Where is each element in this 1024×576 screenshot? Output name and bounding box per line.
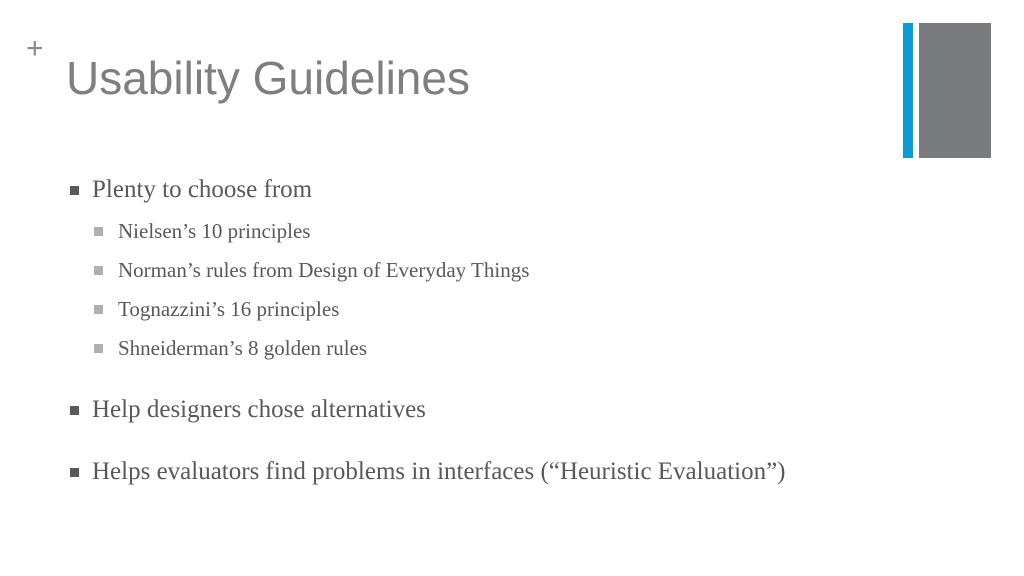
sub-bullet-square-icon: [94, 266, 103, 275]
sub-bullet-square-icon: [94, 344, 103, 353]
bullet-text: Plenty to choose from: [92, 176, 313, 203]
bullet-help-designers: [92, 395, 426, 425]
bullet-plenty-to-choose: [92, 175, 312, 205]
bullet-square-icon: [70, 186, 79, 195]
sub-bullet-square-icon: [94, 305, 103, 314]
bullet-helps-evaluators: [92, 457, 786, 487]
bullet-text: Help designers chose alternatives: [92, 396, 426, 423]
sub-bullet-square-icon: [94, 227, 103, 236]
sub-bullet-tognazzini: [118, 296, 339, 322]
sub-bullet-norman: [118, 257, 529, 283]
sub-bullet-text: Tognazzini’s 16 principles: [118, 297, 340, 321]
sub-bullet-nielsen: [118, 218, 310, 244]
slide-title: Usability Guidelines: [66, 52, 470, 104]
sub-bullet-text: Nielsen’s 10 principles: [118, 219, 311, 243]
bullet-square-icon: [70, 468, 79, 477]
sub-bullet-shneiderman: [118, 335, 367, 361]
bullet-square-icon: [70, 406, 79, 415]
sub-bullet-text: Shneiderman’s 8 golden rules: [118, 336, 368, 360]
sub-bullet-text: Norman’s rules from Design of Everyday Things: [118, 258, 530, 282]
plus-mark: +: [26, 32, 44, 65]
bullet-text: Helps evaluators find problems in interfaces (“Heuristic Evaluation”): [92, 458, 786, 485]
